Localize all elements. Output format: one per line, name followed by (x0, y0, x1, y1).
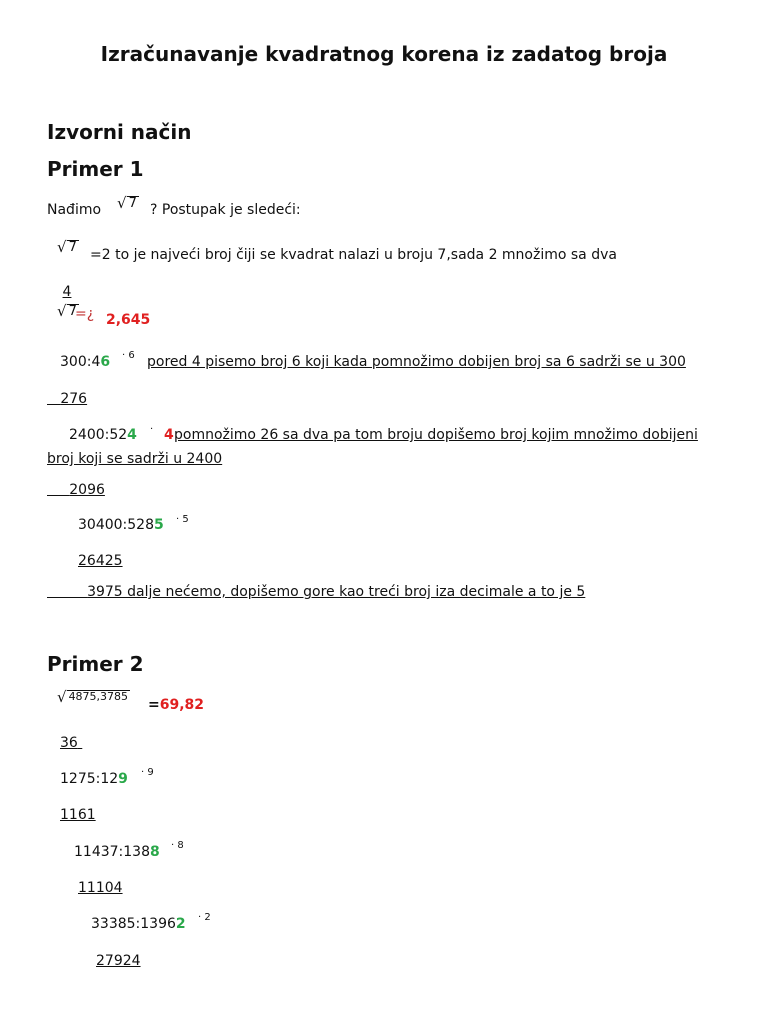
radicand: 7 (68, 240, 77, 255)
sqrt-expression-2 (57, 690, 130, 705)
step-dividend: 11437:138 (74, 844, 150, 860)
subtraction-11104: 11104 (78, 880, 123, 896)
subtraction-276 (47, 391, 87, 407)
step-dividend: 300:4 (60, 354, 101, 370)
example-2-heading: Primer 2 (47, 652, 144, 676)
intro-text: Nađimo (47, 202, 102, 218)
radicand: 4875,3785 (68, 690, 129, 703)
subtraction-26425: 26425 (78, 553, 123, 569)
step-explanation-1: pored 4 pisemo broj 6 koji kada pomnožimo dobijen broj sa 6 sadrži se u 300 (147, 354, 686, 370)
result-line-2 (148, 697, 204, 713)
step-multiplier: · 8 (171, 840, 184, 851)
intro-text-2: ? Postupak je sledeći: (150, 202, 301, 218)
subtraction-27924: 27924 (96, 953, 141, 969)
step2-row-1 (60, 771, 128, 787)
equals-sign: = (148, 697, 160, 713)
example-1-heading: Primer 1 (47, 157, 144, 181)
step-digit: 6 (100, 354, 111, 370)
subtraction-2096 (47, 482, 105, 498)
radical-icon: √ (57, 302, 67, 320)
step-dividend: 1275:12 (60, 771, 119, 787)
radical-icon: √ (117, 194, 127, 212)
subtraction-value: 2096 (69, 482, 105, 498)
step-red-digit: 4 (164, 427, 174, 443)
subtraction-4: 4 (62, 284, 72, 300)
sqrt-7-expression (117, 196, 139, 212)
result-value: 69,82 (159, 697, 205, 713)
subtraction-1161: 1161 (60, 807, 96, 823)
subtraction-36 (60, 735, 82, 751)
step-multiplier: · 9 (141, 767, 154, 778)
step-row-3 (78, 517, 164, 533)
step-row-1 (60, 354, 110, 370)
step-multiplier: · 5 (176, 514, 189, 525)
result-value: 2,645 (106, 312, 151, 328)
radical-icon: √ (57, 238, 67, 256)
step2-row-2 (74, 844, 160, 860)
subtraction-value: 36 (60, 735, 78, 751)
step2-row-3 (91, 916, 186, 932)
step-dividend: 33385:1396 (91, 916, 176, 932)
step-explanation-2b: broj koji se sadrži u 2400 (47, 451, 223, 467)
subtraction-value: 276 (60, 391, 88, 407)
step-explanation-2: pomnožimo 26 sa dva pa tom broju dopišemo broj kojim množimo dobijeni (174, 427, 698, 443)
final-remark-text: 3975 dalje nećemo, dopišemo gore kao treći broj iza decimale a to je 5 (87, 584, 586, 600)
explanation-line: =2 to je najveći broj čiji se kvadrat nalazi u broju 7,sada 2 množimo sa dva (90, 247, 617, 263)
step-digit: 5 (153, 517, 164, 533)
step-digit: 4 (127, 427, 137, 443)
radicand: 7 (68, 304, 77, 319)
section-heading: Izvorni način (47, 120, 192, 144)
sqrt-7-expression-2 (57, 240, 79, 256)
equals-sign: =¿ (75, 306, 95, 322)
step-multiplier: · 6 (122, 350, 135, 361)
step-digit: 9 (118, 771, 128, 787)
step-multiplier: · (150, 424, 154, 435)
radical-icon: √ (57, 688, 67, 706)
step-multiplier: · 2 (198, 912, 211, 923)
radicand: 7 (128, 196, 137, 211)
step-row-2 (69, 427, 137, 443)
step-digit: 2 (175, 916, 186, 932)
step-dividend: 2400:52 (69, 427, 128, 443)
step-digit: 8 (149, 844, 160, 860)
final-remark (47, 584, 585, 600)
step-dividend: 30400:528 (78, 517, 154, 533)
page-title: Izračunavanje kvadratnog korena iz zadatog broja (100, 42, 668, 66)
